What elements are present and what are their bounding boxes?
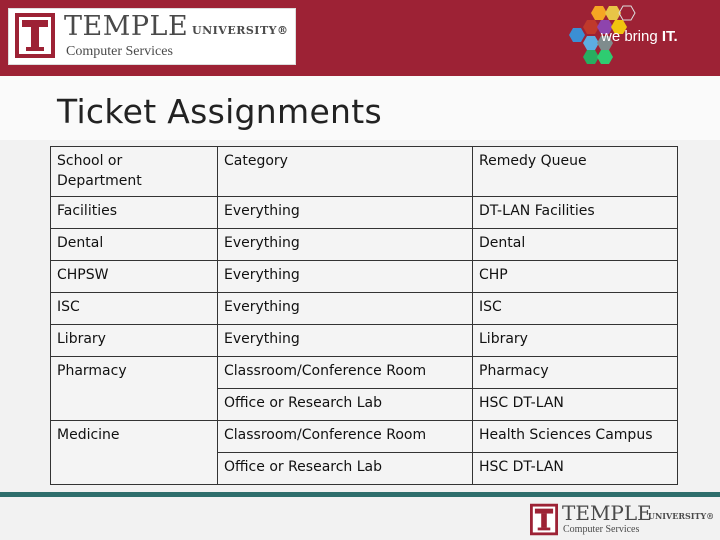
- column-header: Category: [218, 147, 473, 197]
- table-row: [51, 293, 678, 325]
- category-cell: Everything: [218, 229, 473, 261]
- queue-cell: DT-LAN Facilities: [473, 197, 678, 229]
- header-bar: [0, 0, 720, 76]
- we-bring-it-logo: [565, 4, 715, 72]
- dept-cell: ISC: [51, 293, 218, 325]
- category-cell: Everything: [218, 197, 473, 229]
- category-cell: Office or Research Lab: [218, 453, 473, 485]
- category-cell: Everything: [218, 293, 473, 325]
- category-cell: Classroom/Conference Room: [218, 421, 473, 453]
- dept-cell: Facilities: [51, 197, 218, 229]
- dept-cell: Dental: [51, 229, 218, 261]
- table-header-row: [51, 147, 678, 197]
- dept-cell: [51, 453, 218, 485]
- footer-logo-university-text: UNIVERSITY®: [648, 511, 715, 521]
- queue-cell: HSC DT-LAN: [473, 389, 678, 421]
- category-cell: Office or Research Lab: [218, 389, 473, 421]
- dept-cell: Library: [51, 325, 218, 357]
- queue-cell: Library: [473, 325, 678, 357]
- footer-logo-subtitle: Computer Services: [563, 524, 640, 535]
- table-row: [51, 421, 678, 453]
- column-header: Remedy Queue: [473, 147, 678, 197]
- logo-wordmark: TEMPLE: [64, 11, 189, 42]
- category-cell: Everything: [218, 261, 473, 293]
- logo-university-text: UNIVERSITY®: [192, 24, 289, 37]
- category-cell: Everything: [218, 325, 473, 357]
- column-header: School or Department: [51, 147, 218, 197]
- footer-logo-wordmark: TEMPLE: [562, 501, 652, 525]
- table-row: [51, 197, 678, 229]
- logo-subtitle: Computer Services: [66, 44, 173, 59]
- footer-temple-logo[interactable]: [528, 502, 718, 538]
- queue-cell: HSC DT-LAN: [473, 453, 678, 485]
- dept-cell: Medicine: [51, 421, 218, 453]
- table-row: [51, 325, 678, 357]
- slogan-text: we bring IT.: [601, 28, 678, 45]
- temple-logo[interactable]: [8, 8, 296, 65]
- category-cell: Classroom/Conference Room: [218, 357, 473, 389]
- ticket-assignments-table: [50, 146, 678, 485]
- queue-cell: ISC: [473, 293, 678, 325]
- queue-cell: Dental: [473, 229, 678, 261]
- dept-cell: CHPSW: [51, 261, 218, 293]
- dept-cell: Pharmacy: [51, 357, 218, 389]
- temple-t-icon: [530, 503, 558, 536]
- queue-cell: Pharmacy: [473, 357, 678, 389]
- table-row: [51, 261, 678, 293]
- table-row: [51, 389, 678, 421]
- table-row: [51, 229, 678, 261]
- queue-cell: CHP: [473, 261, 678, 293]
- temple-t-icon: [15, 13, 55, 58]
- table-row: [51, 453, 678, 485]
- queue-cell: Health Sciences Campus: [473, 421, 678, 453]
- dept-cell: [51, 389, 218, 421]
- footer-divider: [0, 492, 720, 497]
- table-row: [51, 357, 678, 389]
- page-title: Ticket Assignments: [57, 92, 383, 131]
